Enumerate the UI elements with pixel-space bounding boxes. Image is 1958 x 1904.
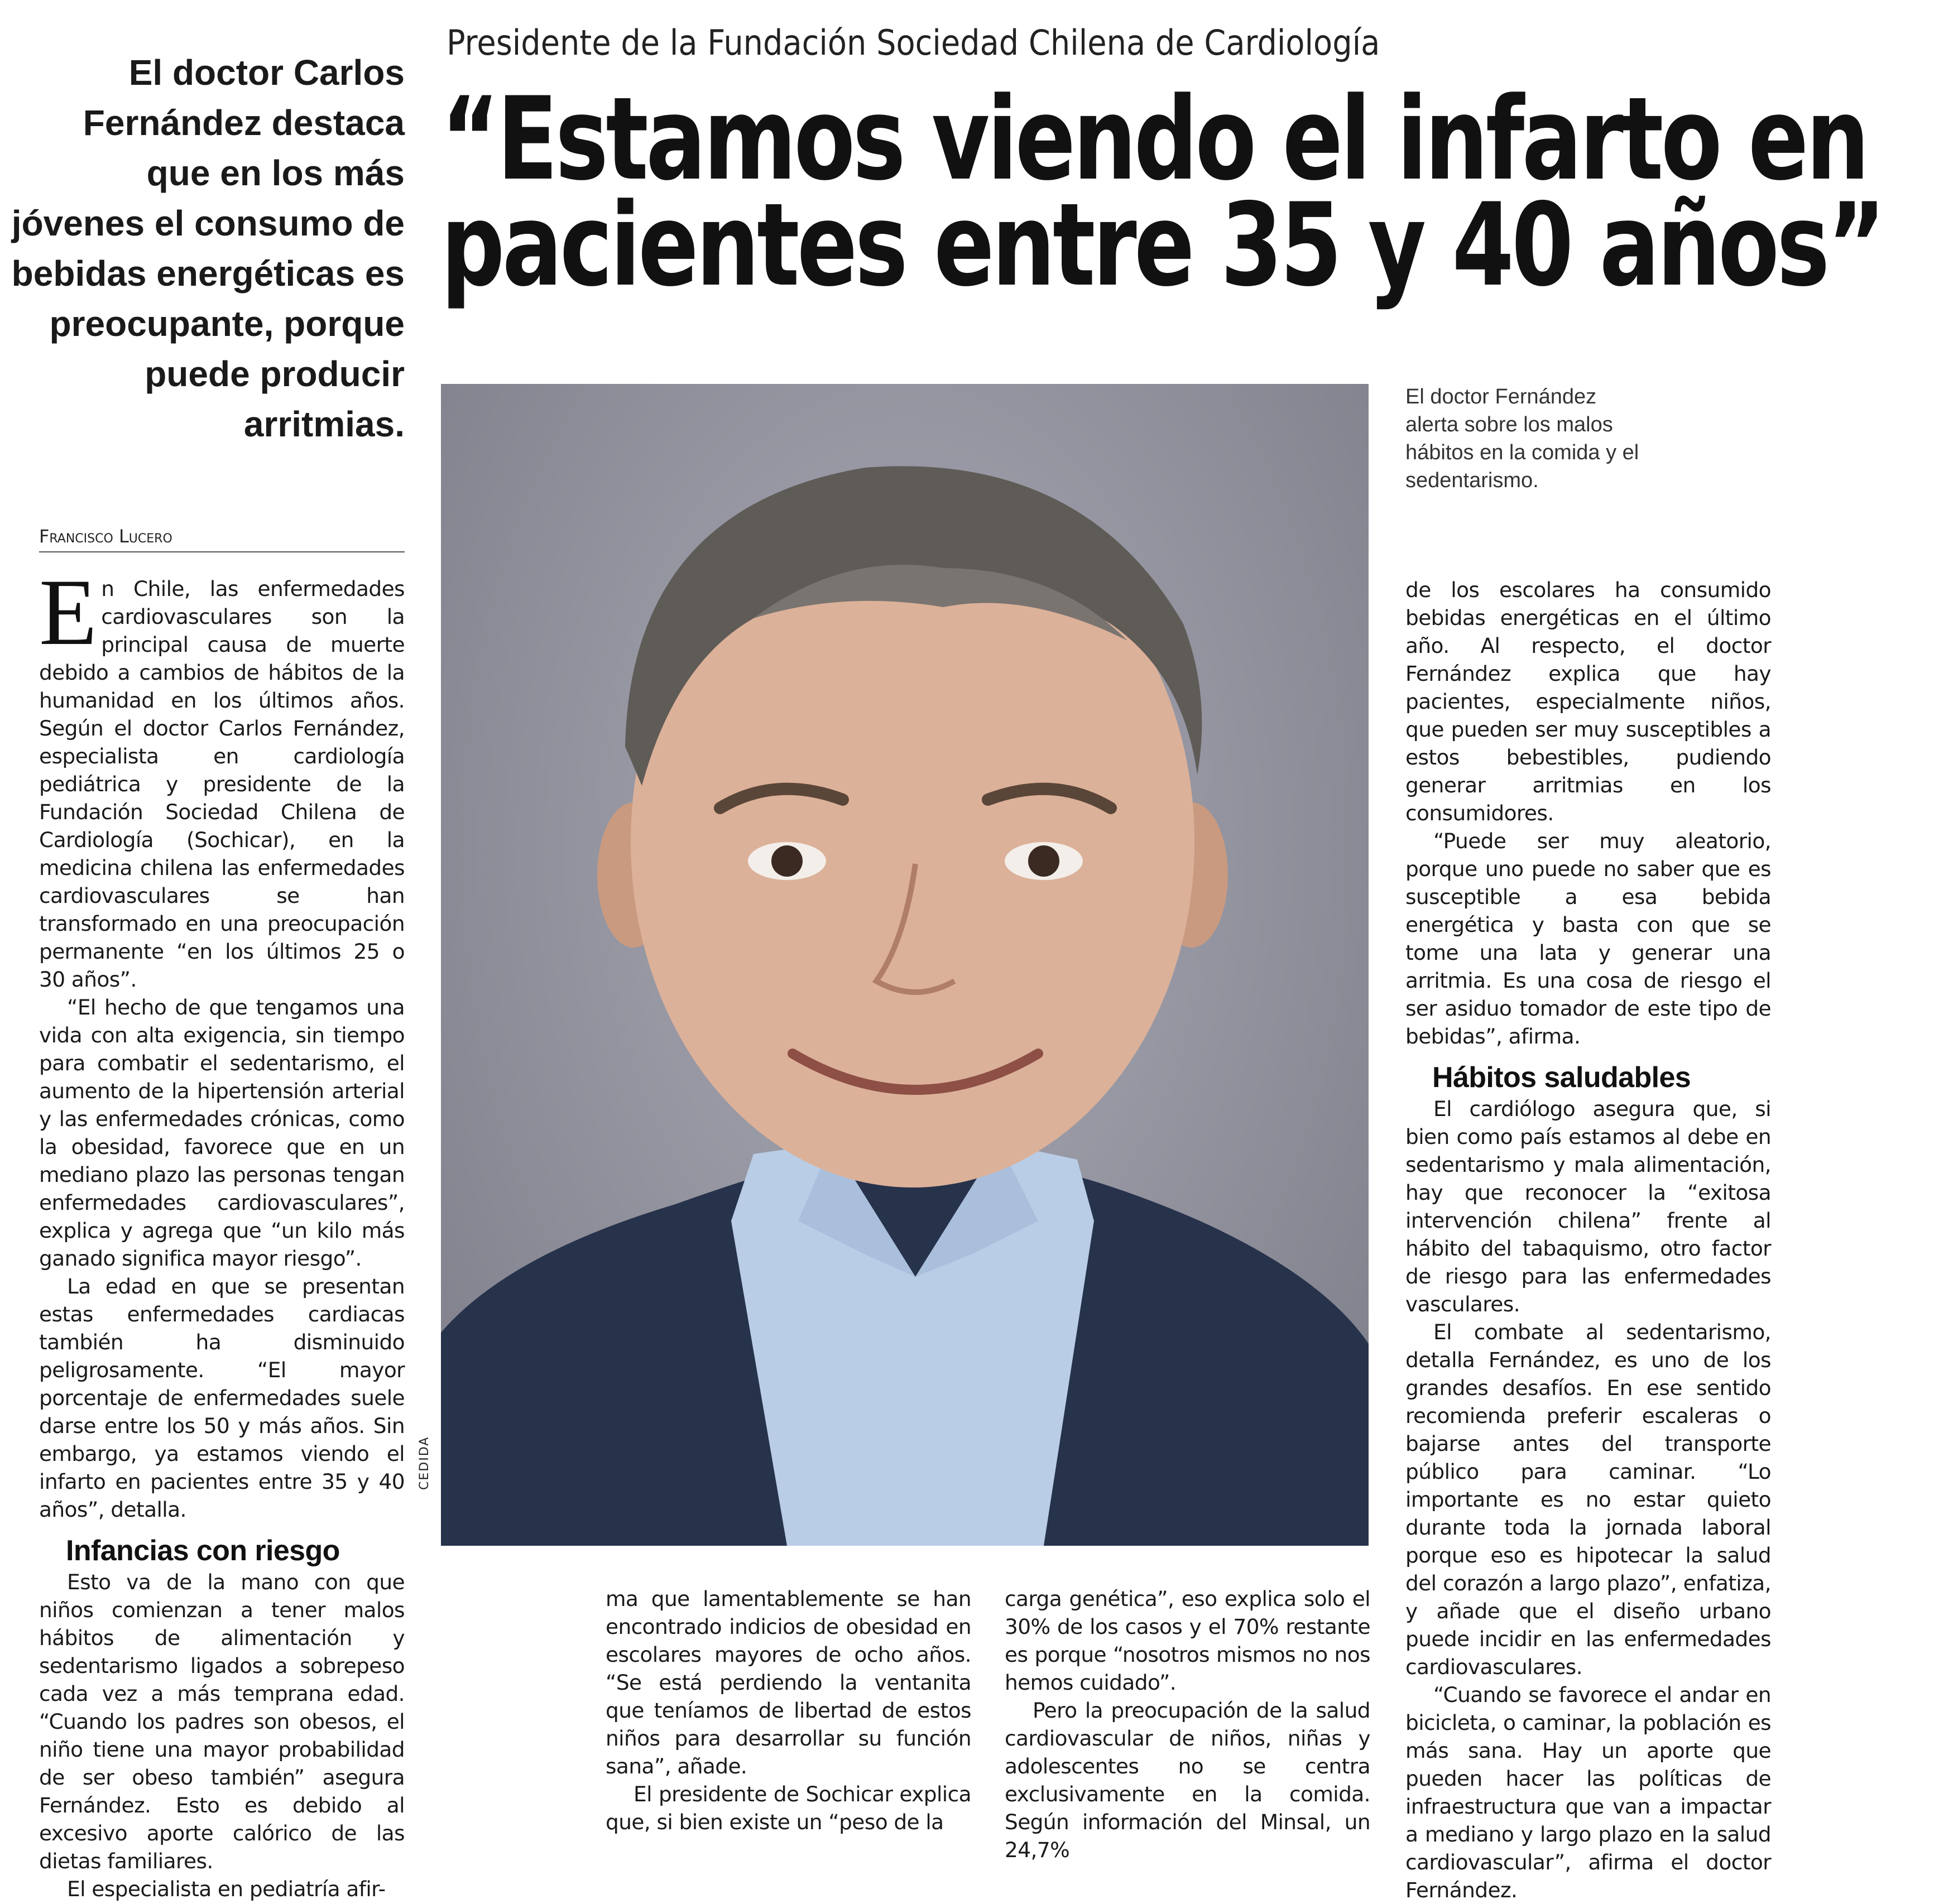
portrait-illustration [441, 384, 1369, 1546]
article-paragraph: ma que lamentablemente se han encontrado indicios de obesidad en escolares mayores de ocho años. “Se está perdiendo la ventanita que teníamos de libertad de estos niños para desarrollar su función sana”, añade. [606, 1586, 971, 1778]
headline-line-2: pacientes entre 35 y 40 años” [441, 179, 1884, 312]
article-paragraph: “El hecho de que tengamos una vida con alta exigencia, sin tiempo para combatir el sedentarismo, el aumento de la hipertensión arterial y las enfermedades crónicas, como la obesidad, favorece que en un mediano plazo las personas tengan enfermedades cardiovasculares”, explica y agrega que “un kilo más ganado significa mayor riesgo”. [39, 995, 405, 1271]
article-paragraph: El presidente de Sochicar explica que, si bien existe un “peso de la [606, 1782, 971, 1834]
article-column-1 [39, 560, 405, 1903]
photo-credit: CEDIDA [417, 1436, 431, 1490]
subhead-infancias: Infancias con riesgo [66, 1535, 340, 1567]
headline [441, 73, 1884, 312]
article-paragraph: El especialista en pediatría afir- [67, 1877, 386, 1901]
article-column-2 [606, 1585, 971, 1836]
kicker: Presidente de la Fundación Sociedad Chilena de Cardiología [447, 22, 1380, 63]
headline-line-1: “Estamos viendo el infarto en [441, 73, 1867, 206]
article-paragraph: El cardiólogo asegura que, si bien como país estamos al debe en sedentarismo y mala alimentación, hay que reconocer la “exitosa intervención chilena” frente al hábito del tabaquismo, otro factor de riesgo para las enfermedades vasculares. [1405, 1097, 1771, 1316]
byline: Francisco Lucero [39, 526, 405, 552]
article-paragraph: de los escolares ha consumido bebidas energéticas en el último año. Al respecto, el doctor Fernández explica que hay pacientes, especialmente niños, que pueden ser muy susceptibles a estos bebestibles, pudiendo generar arritmias en los consumidores. [1405, 578, 1771, 825]
deck: El doctor Carlos Fernández destaca que en los más jóvenes el consumo de bebidas energéticas es preocupante, porque puede producir arritmias. [11, 52, 405, 444]
drop-cap: E [39, 560, 97, 665]
article-paragraph: carga genética”, eso explica solo el 30% de los casos y el 70% restante es porque “nosotros mismos no nos hemos cuidado”. [1005, 1586, 1370, 1695]
photo-caption: El doctor Fernández alerta sobre los malos hábitos en la comida y el sedentarismo. [1405, 385, 1639, 492]
article-paragraph: Esto va de la mano con que niños comienzan a tener malos hábitos de alimentación y sedentarismo ligados a sobrepeso cada vez a más temprana edad. “Cuando los padres son obesos, el niño tiene una mayor probabilidad de ser obeso también” asegura Fernández. Esto es debido al excesivo aporte calórico de las dietas familiares. [39, 1570, 405, 1873]
article-column-3 [1005, 1585, 1370, 1864]
article-paragraph: “Cuando se favorece el andar en bicicleta, o caminar, la población es más sana. Hay un aporte que pueden hacer las políticas de infraestructura que van a impactar a mediano y largo plazo en la salud cardiovascular”, afirma el doctor Fernández. [1405, 1682, 1771, 1902]
article-paragraph: Pero la preocupación de la salud cardiovascular de niños, niñas y adolescentes no se centra exclusivamente en la comida. Según información del Minsal, un 24,7% [1005, 1698, 1370, 1862]
subhead-habitos: Hábitos saludables [1432, 1061, 1691, 1094]
article-column-4 [1405, 576, 1771, 1904]
article-paragraph: “Puede ser muy aleatorio, porque uno puede no saber que es susceptible a esa bebida energética y basta con que se tome una lata y generar una arritmia. Es una cosa de riesgo el ser asiduo tomador de este tipo de bebidas”, afirma. [1405, 829, 1771, 1049]
article-paragraph: En Chile, las enfermedades cardiovasculares son la principal causa de muerte debido a cambios de hábitos de la humanidad en los últimos años. Según el doctor Carlos Fernández, especialista en cardiología pediátrica y presidente de la Fundación Sociedad Chilena de Cardiología (Sochicar), en la medicina chilena las enfermedades cardiovasculares se han transformado en una preocupación permanente “en los últimos 25 o 30 años”. [39, 560, 405, 992]
portrait-photo [441, 384, 1369, 1546]
article-paragraph: El combate al sedentarismo, detalla Fernández, es uno de los grandes desafíos. En ese sentido recomienda preferir escaleras o bajarse antes del transporte público para caminar. “Lo importante es no estar quieto durante toda la jornada laboral porque eso es hipotecar la salud del corazón a largo plazo”, enfatiza, y añade que el diseño urbano puede incidir en las enfermedades cardiovasculares. [1405, 1320, 1771, 1679]
article-paragraph: La edad en que se presentan estas enfermedades cardiacas también ha disminuido peligrosamente. “El mayor porcentaje de enfermedades suele darse entre los 50 y más años. Sin embargo, ya estamos viendo el infarto en pacientes entre 35 y 40 años”, detalla. [39, 1274, 405, 1522]
